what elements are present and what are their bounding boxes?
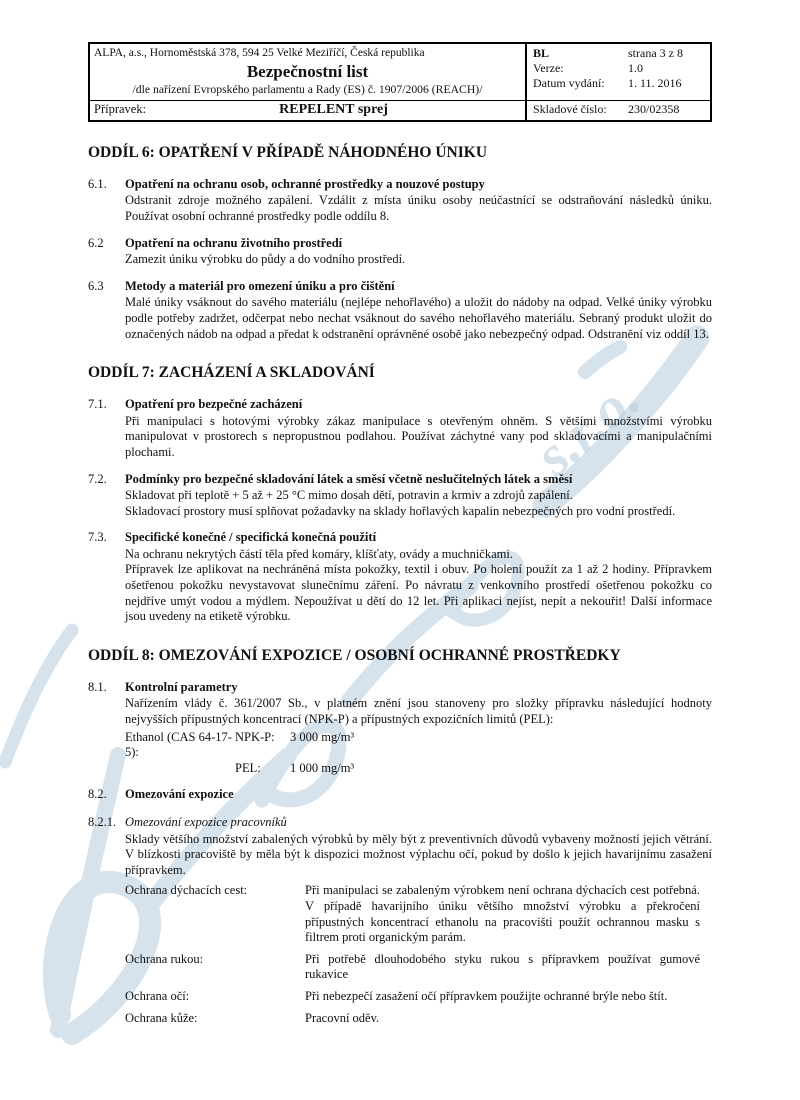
item-7-1-heading: Opatření pro bezpečné zacházení	[125, 397, 303, 412]
product-row-right	[527, 101, 710, 120]
limit-substance: Ethanol (CAS 64-17-5):	[125, 729, 232, 760]
item-8-2-1-heading: Omezování expozice pracovníků	[125, 815, 287, 829]
item-8-1-heading: Kontrolní parametry	[125, 679, 238, 694]
item-7-3-heading: Specifické konečné / specifická konečná použití	[125, 530, 377, 545]
page-info: strana 3 z 8	[628, 46, 683, 60]
item-8-2-1-number: 8.2.1.	[88, 815, 117, 829]
document-subtitle: /dle nařízení Evropského parlamentu a Rady (ES) č. 1907/2006 (REACH)/	[132, 82, 483, 96]
protection-hands-text: Při potřebě dlouhodobého styku rukou s přípravkem používat gumové rukavice	[305, 951, 700, 982]
header-left-cell	[90, 44, 527, 101]
item-6-2-number: 6.2	[88, 235, 104, 250]
item-6-1-number: 6.1.	[88, 176, 107, 191]
version-label: Verze:	[533, 61, 564, 76]
protection-eyes-text: Při nebezpečí zasažení očí přípravkem použijte ochranné brýle nebo štít.	[305, 988, 668, 1003]
item-6-2-heading: Opatření na ochranu životního prostředí	[125, 235, 343, 250]
company-address-line: ALPA, a.s., Hornoměstská 378, 594 25 Velké Meziříčí, Česká republika	[94, 47, 425, 59]
item-7-1-paragraph: Při manipulaci s hotovými výrobky zákaz manipulace s otevřeným ohněm. S většími množstvími výrobku manipulovat v prostorech s nepropustnou podlahou. Používat záchytné vany pod skladovacími a manipulačními plochami.	[125, 413, 712, 459]
issue-date-value: 1. 11. 2016	[628, 76, 682, 91]
section-8-title: ODDÍL 8: OMEZOVÁNÍ EXPOZICE / OSOBNÍ OCHRANNÉ PROSTŘEDKY	[88, 646, 621, 664]
version-value: 1.0	[628, 61, 643, 76]
item-7-3-number: 7.3.	[88, 530, 107, 545]
exposure-limits-table	[125, 730, 712, 777]
item-8-2	[88, 787, 712, 804]
item-7-1-number: 7.1.	[88, 397, 107, 412]
limit-npk-label: NPK-P:	[235, 729, 275, 744]
stock-number-value: 230/02358	[628, 102, 680, 117]
item-6-3	[88, 279, 712, 342]
product-row-left	[90, 101, 527, 120]
item-7-3-paragraph-2: Přípravek lze aplikovat na nechráněná místa pokožky, textil i obuv. Po holení použít za 1 až 2 hodiny. Přípravkem ošetřenou pokožku nevystavovat slunečnímu záření. Po návratu z venkovního prostředí ošetřenou pokožku co nejdříve umýt vodou a mýdlem. Nepoužívat u dětí do 12 let. Při aplikaci nejíst, nepít a nekouřit! Další informace jsou uvedeny na etiketě výrobku.	[125, 562, 712, 624]
item-7-2-paragraph-1: Skladovat při teplotě + 5 až + 25 °C mimo dosah dětí, potravin a krmiv a zdrojů zapálení.	[125, 488, 573, 503]
protection-eyes-label: Ochrana očí:	[125, 988, 190, 1003]
item-6-3-heading: Metody a materiál pro omezení úniku a pro čištění	[125, 278, 395, 293]
header-table	[88, 42, 712, 122]
item-6-1-paragraph: Odstranit zdroje možného zapálení. Vzdálit z místa úniku osoby neúčastnící se odstraňování následků úniku. Používat osobní ochranné prostředky podle oddílu 8.	[125, 193, 712, 223]
item-6-2-paragraph: Zamezit úniku výrobku do půdy a do vodního prostředí.	[125, 252, 406, 267]
protection-skin-label: Ochrana kůže:	[125, 1010, 198, 1025]
header-row-issue-date	[533, 76, 704, 91]
bl-label: BL	[533, 46, 550, 60]
item-7-3	[88, 530, 712, 625]
item-7-2-number: 7.2.	[88, 471, 107, 486]
protection-respiratory-label: Ochrana dýchacích cest:	[125, 883, 248, 898]
limit-pel-value: 1 000 mg/m³	[290, 760, 355, 775]
header-row-version	[533, 61, 704, 76]
limit-npk-value: 3 000 mg/m³	[290, 729, 355, 744]
document-title: Bezpečnostní list	[246, 61, 369, 81]
issue-date-label: Datum vydání:	[533, 76, 605, 91]
stock-number-label: Skladové číslo:	[533, 102, 607, 117]
section-7-title: ODDÍL 7: ZACHÁZENÍ A SKLADOVÁNÍ	[88, 364, 375, 382]
item-6-3-paragraph: Malé úniky vsáknout do savého materiálu (nejlépe nehořlavého) a uložit do nádoby na odpad. Velké úniky výrobku podle potřeby zadržet, odčerpat nebo nechat vsáknout do savého nehořlavého materiálu. Sebraný produkt uložit do označených nádob na odpad a předat k odstranění oprávněné osobě jako nebezpečný odpad. Odstranění viz oddíl 13.	[125, 295, 712, 341]
item-7-2-heading: Podmínky pro bezpečné skladování látek a směsí včetně neslučitelných látek a směsí	[125, 471, 573, 486]
header-right-cell	[527, 44, 710, 101]
item-6-1-heading: Opatření na ochranu osob, ochranné prostředky a nouzové postupy	[125, 176, 485, 191]
item-8-2-1-paragraph: Sklady většího množství zabalených výrobků by měly být z preventivních důvodů vybaveny možností jejich větrání. V blízkosti pracoviště by měla být k dispozici možnost výplachu očí, pokud by došlo k jejich havarijnímu zasažení přípravkem.	[125, 831, 712, 877]
item-8-1-number: 8.1.	[88, 679, 107, 694]
item-8-1-paragraph: Nařízením vlády č. 361/2007 Sb., v platném znění jsou stanoveny pro složky přípravku následující hodnoty nejvyšších přípustných koncentrací (NPK-P) a přípustných expozičních limitů (PEL):	[125, 696, 712, 727]
limit-pel-label: PEL:	[235, 760, 261, 775]
item-8-2-heading: Omezování expozice	[125, 787, 234, 802]
item-8-2-number: 8.2.	[88, 787, 107, 802]
protection-respiratory-text: Při manipulaci se zabaleným výrobkem není ochrana dýchacích cest potřebná. V případě havarijního úniku většího množství výrobku a překročení přípustných koncentrací ethanolu na pracovišti použít ochrannou masku s filtrem proti organickým parám.	[305, 883, 700, 945]
item-6-1	[88, 177, 712, 225]
item-6-3-number: 6.3	[88, 278, 104, 293]
watermark-text: s.r.o.	[522, 364, 653, 488]
item-8-2-1	[88, 815, 712, 1026]
item-7-2	[88, 472, 712, 520]
product-name: REPELENT sprej	[279, 102, 388, 118]
header-row-bl	[533, 46, 704, 61]
protection-hands-label: Ochrana rukou:	[125, 951, 204, 966]
section-6-title: ODDÍL 6: OPATŘENÍ V PŘÍPADĚ NÁHODNÉHO ÚNIKU	[88, 143, 488, 161]
protection-skin-text: Pracovní oděv.	[305, 1010, 380, 1025]
protection-measures-list	[125, 883, 712, 1026]
item-6-2	[88, 236, 712, 268]
limit-empty-cell	[125, 761, 235, 777]
product-label: Přípravek:	[94, 102, 147, 117]
item-7-1	[88, 397, 712, 460]
document-content	[88, 42, 712, 1026]
item-7-2-paragraph-2: Skladovací prostory musí splňovat požadavky na sklady hořlavých kapalin nebezpečných pro vodní prostředí.	[125, 503, 676, 518]
item-7-3-paragraph-1: Na ochranu nekrytých částí těla před komáry, klíšťaty, ovády a muchničkami.	[125, 546, 513, 561]
item-8-1	[88, 680, 712, 777]
